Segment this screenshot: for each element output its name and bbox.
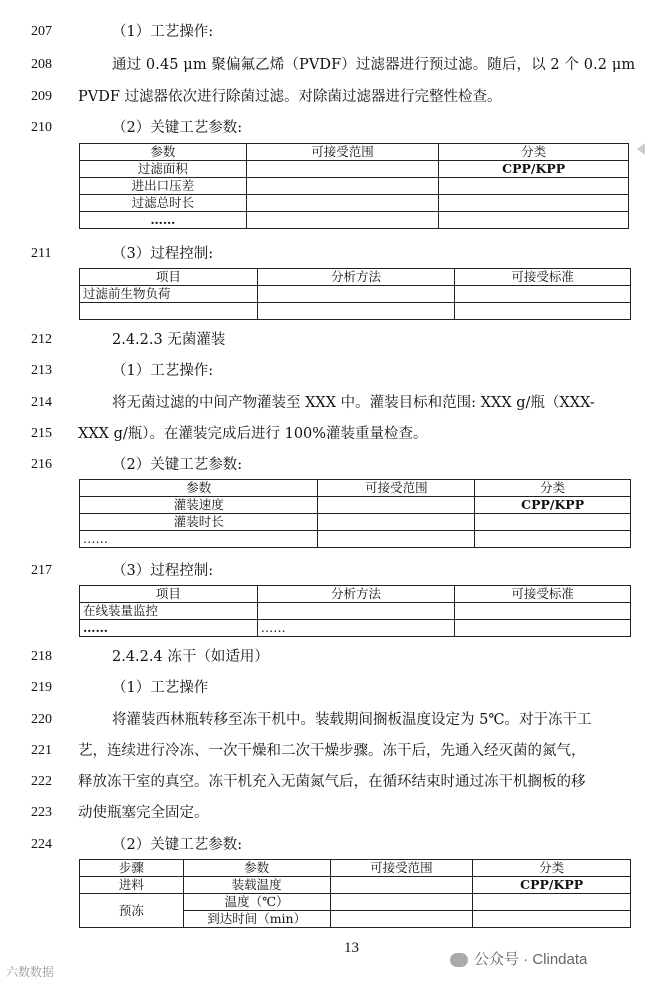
- table-cell: 进出口压差: [80, 178, 247, 195]
- table-header: 参数: [80, 480, 318, 497]
- line-number: 215: [31, 426, 52, 441]
- table-cell: ……: [257, 620, 455, 637]
- table-cell: 过滤总时长: [80, 195, 247, 212]
- paragraph-line: 将灌装西林瓶转移至冻干机中。装载期间搁板温度设定为 5℃。对于冻干工: [112, 712, 592, 728]
- table-cell: ……: [80, 212, 247, 229]
- table-cell: 预冻: [80, 894, 184, 928]
- table-cell: [455, 603, 631, 620]
- line-number: 224: [31, 837, 52, 852]
- line-number: 211: [31, 246, 52, 261]
- section-heading: 2.4.2.4 冻干（如适用）: [112, 649, 269, 665]
- key-parameters-table-filling: [79, 479, 631, 548]
- line-number: 216: [31, 457, 52, 472]
- paragraph-line: 将无菌过滤的中间产物灌装至 XXX 中。灌装目标和范围: XXX g/瓶（XXX-: [112, 395, 595, 411]
- table-cell: [246, 212, 439, 229]
- table-cell: [246, 195, 439, 212]
- table-cell: [257, 603, 455, 620]
- table-cell: [318, 514, 475, 531]
- table-header: 项目: [80, 586, 258, 603]
- table-cell: [475, 514, 631, 531]
- heading-key-parameters: （2）关键工艺参数:: [112, 457, 243, 473]
- table-header: 可接受范围: [330, 860, 473, 877]
- line-number: 214: [31, 395, 52, 410]
- table-cell: [246, 161, 439, 178]
- table-cell: [455, 620, 631, 637]
- paragraph-line: 释放冻干室的真空。冻干机充入无菌氮气后，在循环结束时通过冻干机搁板的移: [78, 774, 586, 790]
- table-cell: [439, 212, 629, 229]
- line-number: 207: [31, 24, 52, 39]
- line-number: 223: [31, 805, 52, 820]
- table-header: 参数: [80, 144, 247, 161]
- paragraph-line: 艺，连续进行冷冻、一次干燥和二次干燥步骤。冻干后，先通入经灭菌的氮气，: [78, 743, 586, 759]
- table-cell: [330, 911, 473, 928]
- process-control-table-filling: [79, 585, 631, 637]
- key-parameters-table-filtration: [79, 143, 629, 229]
- table-cell: 到达时间（min）: [183, 911, 330, 928]
- table-cell: 灌装速度: [80, 497, 318, 514]
- heading-process-operation: （1）工艺操作:: [112, 363, 214, 379]
- heading-key-parameters: （2）关键工艺参数:: [112, 837, 243, 853]
- table-cell: [318, 497, 475, 514]
- table-cell: 温度（℃）: [183, 894, 330, 911]
- table-cell: [455, 303, 631, 320]
- line-number: 208: [31, 57, 52, 72]
- table-cell: [80, 303, 258, 320]
- table-cell: [439, 178, 629, 195]
- table-cell: [475, 531, 631, 548]
- heading-process-control: （3）过程控制:: [112, 563, 214, 579]
- line-number: 213: [31, 363, 52, 378]
- table-header: 分析方法: [257, 269, 455, 286]
- table-header: 步骤: [80, 860, 184, 877]
- table-cell: [257, 286, 455, 303]
- table-cell: CPP/KPP: [473, 877, 631, 894]
- table-header: 可接受范围: [246, 144, 439, 161]
- line-number: 219: [31, 680, 52, 695]
- table-cell: 过滤前生物负荷: [80, 286, 258, 303]
- table-cell: 在线装量监控: [80, 603, 258, 620]
- table-header: 项目: [80, 269, 258, 286]
- key-parameters-table-lyophilization: [79, 859, 631, 928]
- table-cell: ……: [80, 620, 258, 637]
- table-header: 分类: [475, 480, 631, 497]
- table-cell: [330, 894, 473, 911]
- line-number: 222: [31, 774, 52, 789]
- table-cell: ……: [80, 531, 318, 548]
- table-cell: 进料: [80, 877, 184, 894]
- line-number: 218: [31, 649, 52, 664]
- table-cell: [455, 286, 631, 303]
- heading-process-operation: （1）工艺操作: [112, 680, 209, 696]
- line-number: 210: [31, 120, 52, 135]
- paragraph-line: 通过 0.45 μm 聚偏氟乙烯（PVDF）过滤器进行预过滤。随后，以 2 个 0.2 μm: [112, 57, 636, 73]
- table-cell: [473, 911, 631, 928]
- table-cell: [246, 178, 439, 195]
- table-cell: 装载温度: [183, 877, 330, 894]
- table-header: 分类: [473, 860, 631, 877]
- wechat-icon: [450, 953, 468, 967]
- table-cell: 过滤面积: [80, 161, 247, 178]
- table-cell: CPP/KPP: [439, 161, 629, 178]
- line-number: 209: [31, 89, 52, 104]
- table-header: 可接受范围: [318, 480, 475, 497]
- table-header: 可接受标准: [455, 269, 631, 286]
- table-cell: [257, 303, 455, 320]
- paragraph-line: XXX g/瓶）。在灌装完成后进行 100%灌装重量检查。: [78, 426, 428, 442]
- table-header: 参数: [183, 860, 330, 877]
- line-number: 212: [31, 332, 52, 347]
- table-cell: [318, 531, 475, 548]
- watermark: [450, 948, 587, 969]
- table-cell: [473, 894, 631, 911]
- paragraph-line: 动使瓶塞完全固定。: [78, 805, 209, 821]
- line-number: 221: [31, 743, 52, 758]
- line-number: 220: [31, 712, 52, 727]
- paragraph-line: PVDF 过滤器依次进行除菌过滤。对除菌过滤器进行完整性检查。: [78, 89, 502, 105]
- table-header: 可接受标准: [455, 586, 631, 603]
- table-header: 分析方法: [257, 586, 455, 603]
- process-control-table-filtration: [79, 268, 631, 320]
- page-number: 13: [344, 940, 359, 956]
- table-header: 分类: [439, 144, 629, 161]
- table-cell: [439, 195, 629, 212]
- heading-process-operation: （1）工艺操作:: [112, 24, 214, 40]
- line-number: 217: [31, 563, 52, 578]
- table-cell: CPP/KPP: [475, 497, 631, 514]
- table-cell: [330, 877, 473, 894]
- section-heading: 2.4.2.3 无菌灌装: [112, 332, 226, 348]
- watermark-secondary: 六数数据: [6, 965, 55, 979]
- table-cell: 灌装时长: [80, 514, 318, 531]
- heading-process-control: （3）过程控制:: [112, 246, 214, 262]
- heading-key-parameters: （2）关键工艺参数:: [112, 120, 243, 136]
- bookmark-icon: [637, 143, 645, 155]
- watermark-text: 公众号 · Clindata: [474, 951, 588, 968]
